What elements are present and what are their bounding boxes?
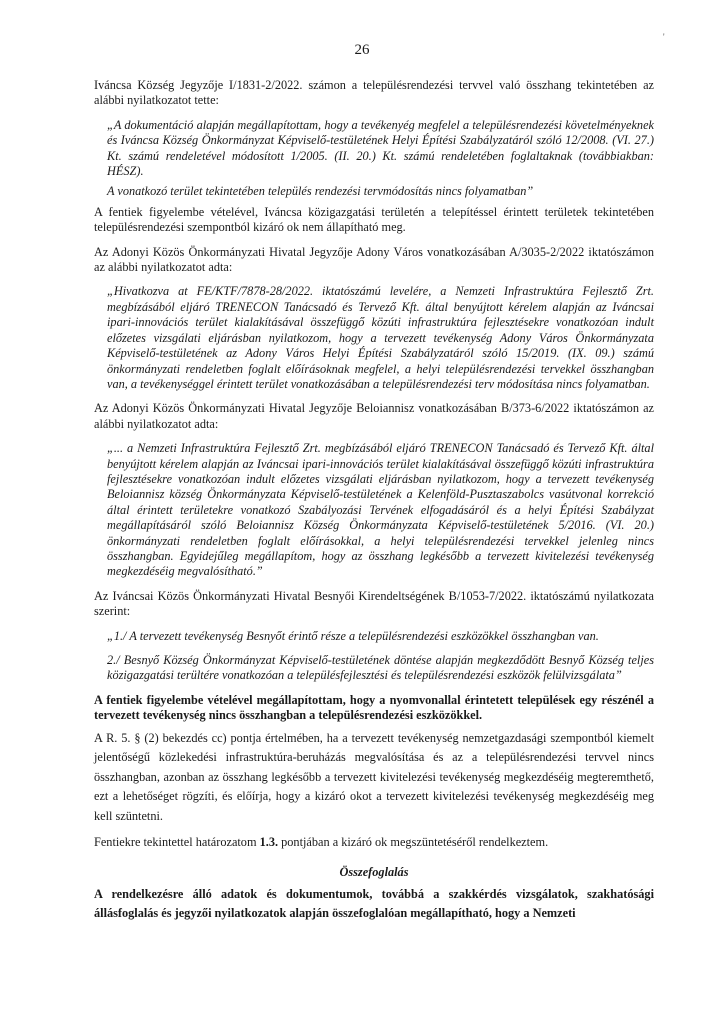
quote-besnyo-point-2: 2./ Besnyő Község Önkormányzat Képviselő-testületének döntése alapján megkezdődött Besnyő Község teljes közigazgatási terültére vonatkozóan a településfejlesztési és településrendezési eszközök felülvizsgálata”: [107, 653, 654, 683]
decision-point-ref: 1.3.: [259, 835, 279, 850]
paragraph-ivancsa-conclusion: A fentiek figyelembe vételével, Iváncsa közigazgatási területén a telepítéssel érintett területek tekintetében településrendezési szempontból kizáró ok nem állapítható meg.: [94, 204, 654, 235]
section-title-summary: Összefoglalás: [339, 864, 409, 879]
decision-text-before: Fentiekre tekintettel határozatom: [94, 835, 260, 850]
paragraph-findings-bold: A fentiek figyelembe vételével megállapítottam, hogy a nyomvonallal érintetett települések egy részénél a tervezett tevékenység nincs összhangban a településrendezési eszközökkel.: [94, 692, 654, 723]
quote-beloiannisz-statement: „... a Nemzeti Infrastruktúra Fejlesztő Zrt. megbízásából eljáró TRENECON Tanácsadó és Tervező Kft. által benyújtott kérelem alapján az Iváncsai ipari-innovációs terület kialakításával összefüggő közúti infrastruktúra fejlesztésekre vonatkozóan indult előzetes vizsgálati eljárásban nyilatkozom, hogy a tervezett tevékenység Beloiannisz község Önkormányzata Képviselő-testületének a Kelenföld-Pusztaszabolcs vasútvonal korrekció által érintett területekre vonatkozó Szabályozási Tervének elfogadásáról és a helyi Építési Szabályzat megállapításáról szóló Beloiannisz Község Önkormányzata Képviselő-testületének 5/2016. (VI. 20.) önkormányzati rendeletben foglalt előírásokkal, a helyi településrendezési tervekkel jelenleg nincs összhangban. Egyidejűleg megállapítom, hogy az összhang legkésőbb a tervezett kivitelezési tevékenység megkezdéséig megvalósítható.”: [107, 441, 654, 579]
paragraph-regulation: A R. 5. § (2) bekezdés cc) pontja értelmében, ha a tervezett tevékenység nemzetgazdasági szempontból kiemelt jelentőségű közlekedési infrastruktúra-beruházás megvalósítása és az a településrendezési tervvel nincs összhangban, azonban az összhang legkésőbb a tervezett kivitelezési tevékenység megkezdéséig megteremthető, ezt a lehetőséget rögzíti, és előírja, hogy a kizáró okot a tervezett kivitelezési tevékenység megkezdéséig meg kell szüntetni.: [94, 730, 654, 823]
quote-besnyo-point-1: „1./ A tervezett tevékenység Besnyőt érintő része a településrendezési eszközökkel összhangban van.: [107, 628, 599, 643]
document-body: [94, 78, 654, 924]
paragraph-decision-reference: [94, 835, 654, 850]
page-number: 26: [354, 42, 370, 58]
quote-adony-statement: „Hivatkozva at FE/KTF/7878-28/2022. iktatószámú levelére, a Nemzeti Infrastruktúra Fejlesztő Zrt. megbízásából eljáró TRENECON Tanácsadó és Tervező Kft. által benyújtott kérelem alapján az Iváncsai ipari-innovációs terület kialakításával összefüggő közúti infrastruktúra fejlesztésekre vonatkozóan indult előzetes vizsgálati eljárásban nyilatkozom, hogy a tervezett tevékenység Adony Város Önkormányzata Képviselő-testületének az Adony Város Helyi Építési Szabályzatáról szóló 15/2019. (IX. 09.) számú önkormányzati rendeletben foglalt előírásoknak megfelel, a helyi településrendezési tervekkel összhangban van, a tevékenységgel érintett terület vonatkozásában a településrendezési terv módosítása nincs folyamatban.: [107, 284, 654, 391]
paragraph-summary: A rendelkezésre álló adatok és dokumentumok, továbbá a szakkérdés vizsgálatok, szakhatósági állásfoglalás és jegyzői nyilatkozatok alapján összefoglalóan megállapítható, hogy a Nemzeti: [94, 886, 654, 921]
paragraph-beloiannisz-intro: Az Adonyi Közös Önkormányzati Hivatal Jegyzője Beloiannisz vonatkozásában B/373-6/2022 iktatószámon az alábbi nyilatkozatot adta:: [94, 401, 654, 431]
paragraph-ivancsa-intro: Iváncsa Község Jegyzője I/1831-2/2022. számon a településrendezési tervvel való összhang tekintetében az alábbi nyilatkozatot tette:: [94, 78, 654, 108]
quote-ivancsa-statement: „A dokumentáció alapján megállapítottam, hogy a tevékenyég megfelel a településrendezési követelményeknek és Iváncsa Község Önkormányzat Képviselő-testületének Helyi Építési Szabályzatáról szóló 12/2008. (VI. 27.) Kt. számú rendeletével módosított 1/2005. (II. 20.) Kt. számú rendeletében foglaltaknak (továbbiakban: HÉSZ).: [107, 117, 654, 179]
decision-text-after: pontjában a kizáró ok megszüntetéséről rendelkeztem.: [278, 835, 549, 850]
paragraph-adony-intro: Az Adonyi Közös Önkormányzati Hivatal Jegyzője Adony Város vonatkozásában A/3035-2/2022 iktatószámon az alábbi nyilatkozatot adta:: [94, 244, 654, 275]
quote-ivancsa-no-modification: A vonatkozó terület tekintetében település rendezési tervmódosítás nincs folyamatban”: [107, 184, 534, 199]
scan-mark: ': [663, 32, 665, 42]
paragraph-besnyo-intro: Az Iváncsai Közös Önkormányzati Hivatal Besnyői Kirendeltségének B/1053-7/2022. iktatószámú nyilatkozata szerint:: [94, 588, 654, 619]
